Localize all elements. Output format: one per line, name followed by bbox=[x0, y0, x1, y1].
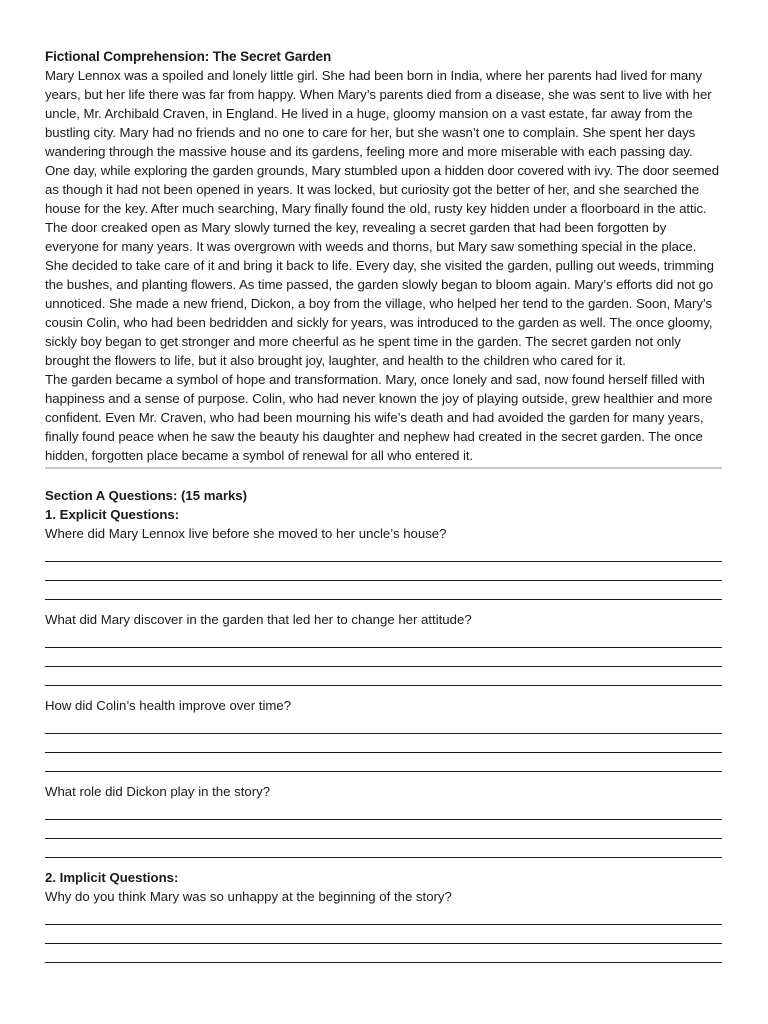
answer-line[interactable] bbox=[45, 629, 722, 648]
answer-line[interactable] bbox=[45, 839, 722, 858]
question-block bbox=[45, 887, 722, 963]
answer-line[interactable] bbox=[45, 801, 722, 820]
answer-line[interactable] bbox=[45, 667, 722, 686]
passage-paragraph: Mary Lennox was a spoiled and lonely little girl. She had been born in India, where her parents had lived for many years, but her life there was far from happy. When Mary’s parents died from a disease, she was sent to live with her uncle, Mr. Archibald Craven, in England. He lived in a huge, gloomy mansion on a vast estate, far away from the bustling city. Mary had no friends and no one to care for her, but she wasn’t one to complain. She spent her days wandering through the massive house and its gardens, feeling more and more miserable with each passing day. bbox=[45, 68, 712, 159]
answer-line[interactable] bbox=[45, 753, 722, 772]
answer-area[interactable] bbox=[45, 543, 722, 600]
question-block bbox=[45, 696, 722, 772]
question-text: How did Colin’s health improve over time? bbox=[45, 698, 292, 713]
answer-line[interactable] bbox=[45, 715, 722, 734]
answer-line[interactable] bbox=[45, 648, 722, 667]
question-text: Where did Mary Lennox live before she moved to her uncle’s house? bbox=[45, 526, 447, 541]
question-block bbox=[45, 782, 722, 858]
section-divider bbox=[45, 467, 722, 469]
answer-line[interactable] bbox=[45, 944, 722, 963]
answer-area[interactable] bbox=[45, 715, 722, 772]
passage-paragraph: One day, while exploring the garden grounds, Mary stumbled upon a hidden door covered with ivy. The door seemed as though it had not been opened in years. It was locked, but curiosity got the better of her, and she searched the house for the key. After much searching, Mary finally found the old, rusty key hidden under a floorboard in the attic. bbox=[45, 163, 720, 216]
answer-line[interactable] bbox=[45, 543, 722, 562]
passage-paragraph: The door creaked open as Mary slowly turned the key, revealing a secret garden that had been forgotten by everyone for many years. It was overgrown with weeds and thorns, but Mary saw something special in the place. She decided to take care of it and bring it back to life. Every day, she visited the garden, pulling out weeds, trimming the bushes, and planting flowers. As time passed, the garden slowly began to bloom again. Mary’s efforts did not go unnoticed. She made a new friend, Dickon, a boy from the village, who helped her tend to the garden. Soon, Mary’s cousin Colin, who had been bedridden and sickly for years, was introduced to the garden as well. The once gloomy, sickly boy began to get stronger and more cheerful as he spent time in the garden. The secret garden not only brought the flowers to life, but it also brought joy, laughter, and health to the children who cared for it. bbox=[45, 220, 714, 368]
question-text: Why do you think Mary was so unhappy at the beginning of the story? bbox=[45, 889, 452, 904]
passage-paragraph: The garden became a symbol of hope and transformation. Mary, once lonely and sad, now found herself filled with happiness and a sense of purpose. Colin, who had never known the joy of playing outside, grew healthier and more confident. Even Mr. Craven, who had been mourning his wife’s death and had avoided the garden for many years, finally found peace when he saw the beauty his daughter and nephew had created in the secret garden. The once hidden, forgotten place became a symbol of renewal for all who entered it. bbox=[45, 372, 713, 463]
reading-passage bbox=[45, 66, 722, 465]
section-a-heading: Section A Questions: (15 marks) bbox=[45, 488, 248, 503]
answer-line[interactable] bbox=[45, 581, 722, 600]
answer-line[interactable] bbox=[45, 820, 722, 839]
answer-line[interactable] bbox=[45, 925, 722, 944]
implicit-questions-heading: 2. Implicit Questions: bbox=[45, 870, 179, 885]
answer-area[interactable] bbox=[45, 801, 722, 858]
answer-line[interactable] bbox=[45, 906, 722, 925]
worksheet-title: Fictional Comprehension: The Secret Garden bbox=[45, 49, 332, 64]
question-text: What role did Dickon play in the story? bbox=[45, 784, 271, 799]
answer-line[interactable] bbox=[45, 734, 722, 753]
explicit-questions-heading: 1. Explicit Questions: bbox=[45, 507, 180, 522]
question-text: What did Mary discover in the garden that led her to change her attitude? bbox=[45, 612, 472, 627]
answer-line[interactable] bbox=[45, 562, 722, 581]
answer-area[interactable] bbox=[45, 906, 722, 963]
section-a bbox=[45, 486, 722, 963]
question-block bbox=[45, 610, 722, 686]
question-block bbox=[45, 524, 722, 600]
answer-area[interactable] bbox=[45, 629, 722, 686]
